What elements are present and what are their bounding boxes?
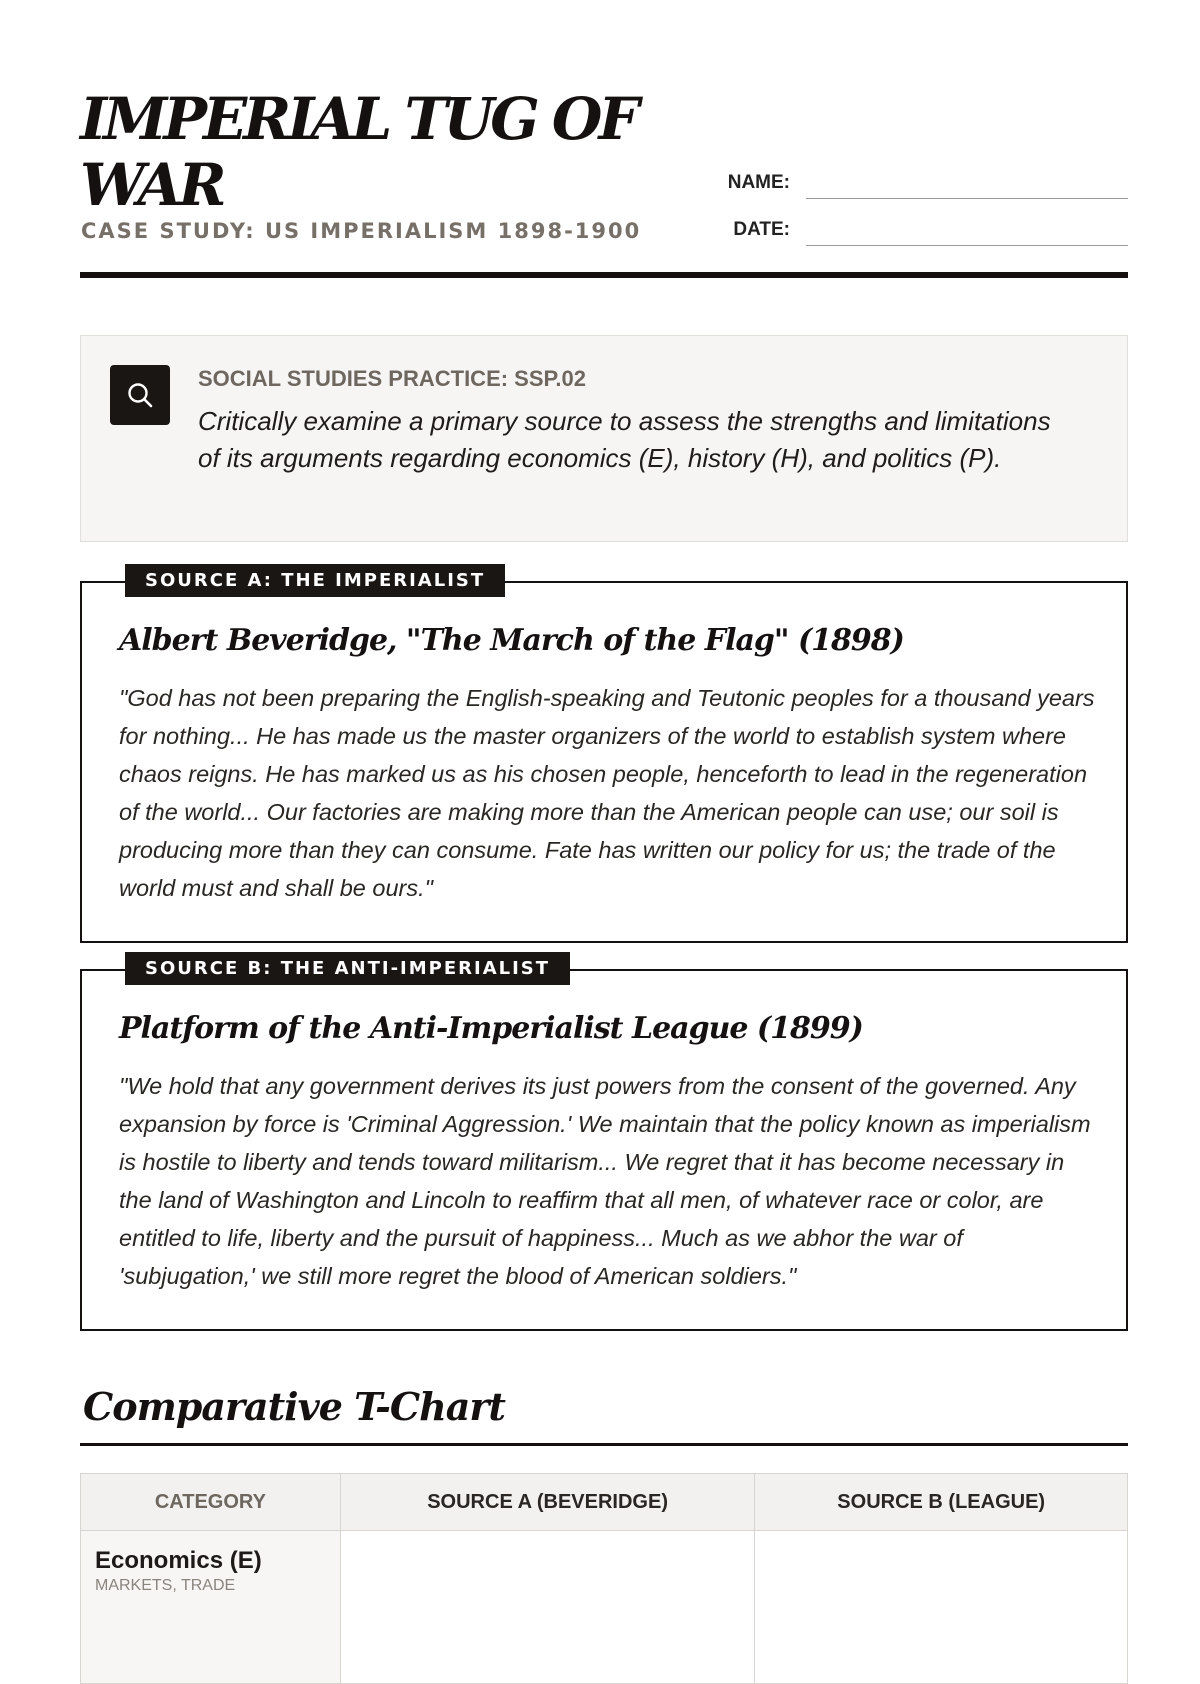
source-a-answer-cell[interactable] — [340, 1531, 755, 1684]
practice-callout — [80, 335, 1128, 542]
source-b-quote: "We hold that any government derives its just powers from the consent of the governed. Any expansion by force is 'Criminal Aggression.' We maintain that the policy known as imperialism is hostile to liberty and tends toward militarism... We regret that it has become necessary in the land of Washington and Lincoln to reaffirm that all men, of whatever race or color, are entitled to life, liberty and the pursuit of happiness... Much as we abhor the war of 'subjugation,' we still more regret the blood of American soldiers." — [119, 1073, 1091, 1289]
source-b-box — [80, 958, 1128, 1331]
comparative-tchart — [80, 1473, 1128, 1684]
source-b-title: Platform of the Anti-Imperialist League (1899) — [119, 1011, 863, 1046]
practice-description: Critically examine a primary source to assess the strengths and limitations of its arguments regarding economics (E), history (H), and politics (P). — [198, 406, 1051, 473]
table-row — [81, 1531, 1128, 1684]
source-a-tab: SOURCE A: THE IMPERIALIST — [125, 564, 505, 597]
source-a-quote: "God has not been preparing the English-speaking and Teutonic peoples for a thousand years for nothing... He has made us the master organizers of the world to establish system where chaos reigns. He has marked us as his chosen people, henceforth to lead in the regeneration of the world... Our factories are making more than the American people can use; our soil is producing more than they can consume. Fate has written our policy for us; the trade of the world must and shall be ours." — [119, 685, 1095, 901]
source-b-tab: SOURCE B: THE ANTI-IMPERIALIST — [125, 952, 570, 985]
date-field-line[interactable] — [806, 245, 1128, 246]
magnifier-icon — [110, 365, 170, 425]
source-a-title: Albert Beveridge, "The March of the Flag" (1898) — [119, 623, 904, 658]
name-label: NAME: — [727, 172, 790, 193]
worksheet-title: IMPERIAL TUG OF WAR — [80, 85, 636, 219]
source-b-answer-cell[interactable] — [755, 1531, 1128, 1684]
column-header-source-b: SOURCE B (LEAGUE) — [755, 1474, 1128, 1531]
column-header-category: CATEGORY — [81, 1474, 341, 1531]
worksheet-subtitle: CASE STUDY: US IMPERIALISM 1898-1900 — [81, 219, 642, 243]
column-header-source-a: SOURCE A (BEVERIDGE) — [340, 1474, 755, 1531]
tchart-title: Comparative T-Chart — [83, 1384, 505, 1429]
name-field-line[interactable] — [806, 198, 1128, 199]
tchart-divider — [80, 1443, 1128, 1446]
category-name: Economics (E) — [95, 1547, 262, 1574]
category-subtitle: MARKETS, TRADE — [95, 1577, 236, 1594]
source-a-box — [80, 570, 1128, 943]
header-divider — [80, 272, 1128, 278]
date-label: DATE: — [733, 219, 790, 240]
practice-heading: SOCIAL STUDIES PRACTICE: SSP.02 — [198, 366, 586, 391]
category-cell — [81, 1531, 341, 1684]
